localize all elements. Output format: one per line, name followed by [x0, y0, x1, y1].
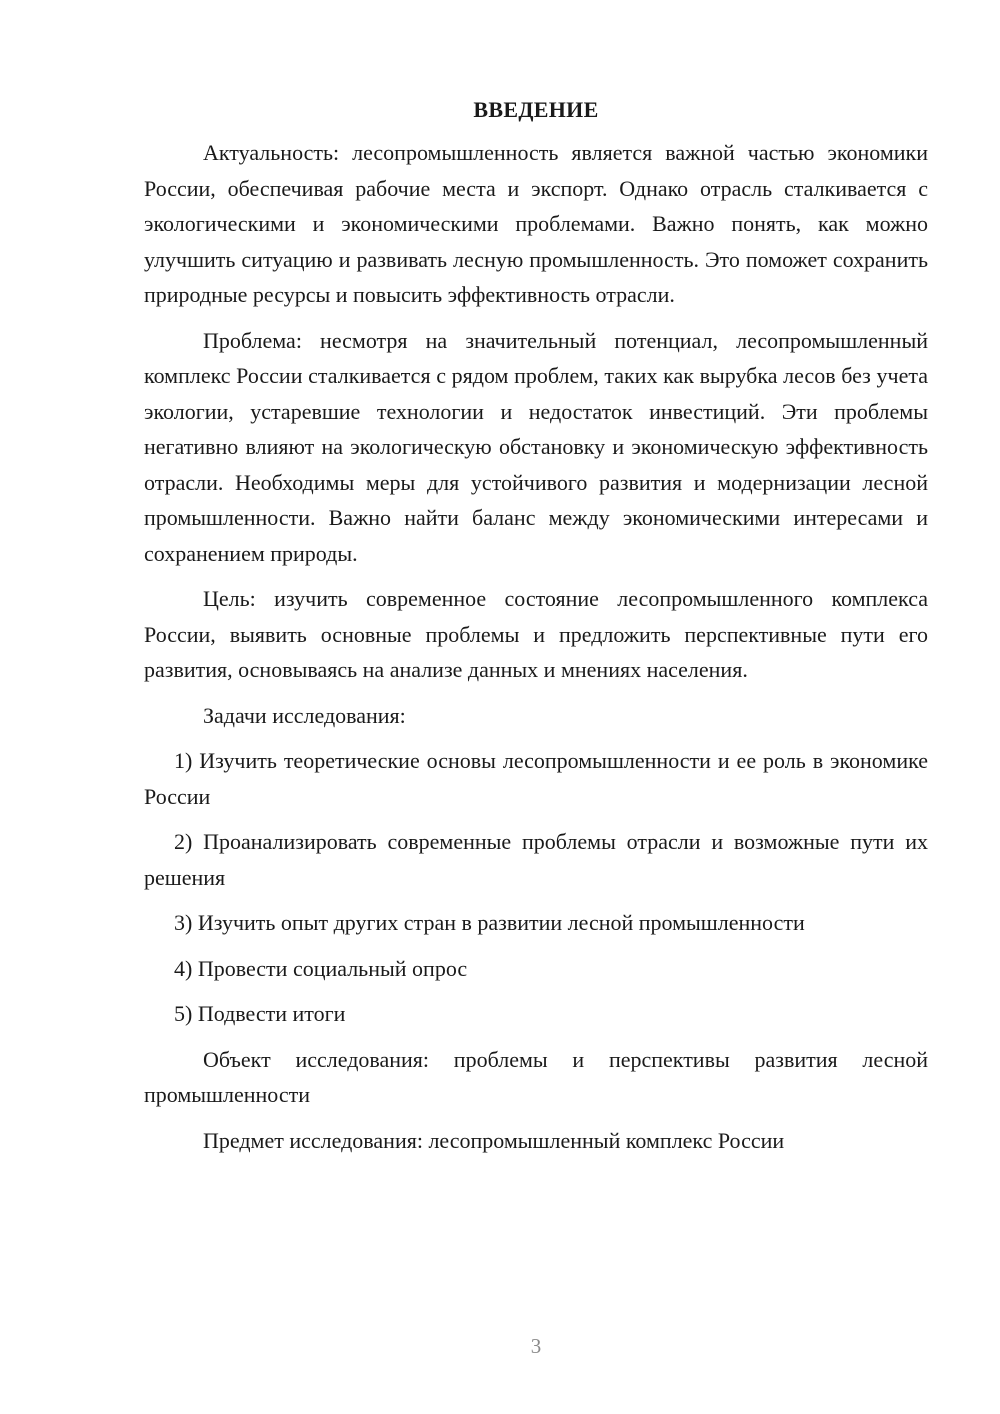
paragraph-research-object: Объект исследования: проблемы и перспективы развития лесной промышленности — [144, 1046, 928, 1107]
task-item-1: 1) Изучить теоретические основы лесопромышленности и ее роль в экономике России — [144, 748, 928, 809]
task-item-4: 4) Провести социальный опрос — [174, 955, 468, 981]
tasks-heading: Задачи исследования: — [203, 702, 406, 728]
paragraph-problem: Проблема: несмотря на значительный потенциал, лесопромышленный комплекс России сталкивается с рядом проблем, таких как вырубка лесов без учета экологии, устаревшие технологии и недостаток инвестиций. Эти проблемы негативно влияют на экологическую обстановку и экономическую эффективность отрасли. Необходимы меры для устойчивого развития и модернизации лесной промышленности. Важно найти баланс между экономическими интересами и сохранением природы. — [144, 327, 928, 566]
task-item-3: 3) Изучить опыт других стран в развитии лесной промышленности — [174, 910, 805, 935]
task-item-2: 2) Проанализировать современные проблемы отрасли и возможные пути их решения — [144, 829, 928, 890]
paragraph-research-subject: Предмет исследования: лесопромышленный комплекс России — [203, 1127, 785, 1153]
page-number: 3 — [530, 1334, 542, 1358]
task-item-5: 5) Подвести итоги — [174, 1001, 346, 1026]
page-title: ВВЕДЕНИЕ — [473, 97, 599, 122]
paragraph-goal: Цель: изучить современное состояние лесопромышленного комплекса России, выявить основные проблемы и предложить перспективные пути его развития, основываясь на анализе данных и мнениях населения. — [144, 586, 928, 682]
paragraph-relevance: Актуальность: лесопромышленность является важной частью экономики России, обеспечивая рабочие места и экспорт. Однако отрасль сталкивается с экологическими и экономическими проблемами. Важно понять, как можно улучшить ситуацию и развивать лесную промышленность. Это поможет сохранить природные ресурсы и повысить эффективность отрасли. — [144, 140, 928, 307]
document-page — [144, 95, 928, 1158]
